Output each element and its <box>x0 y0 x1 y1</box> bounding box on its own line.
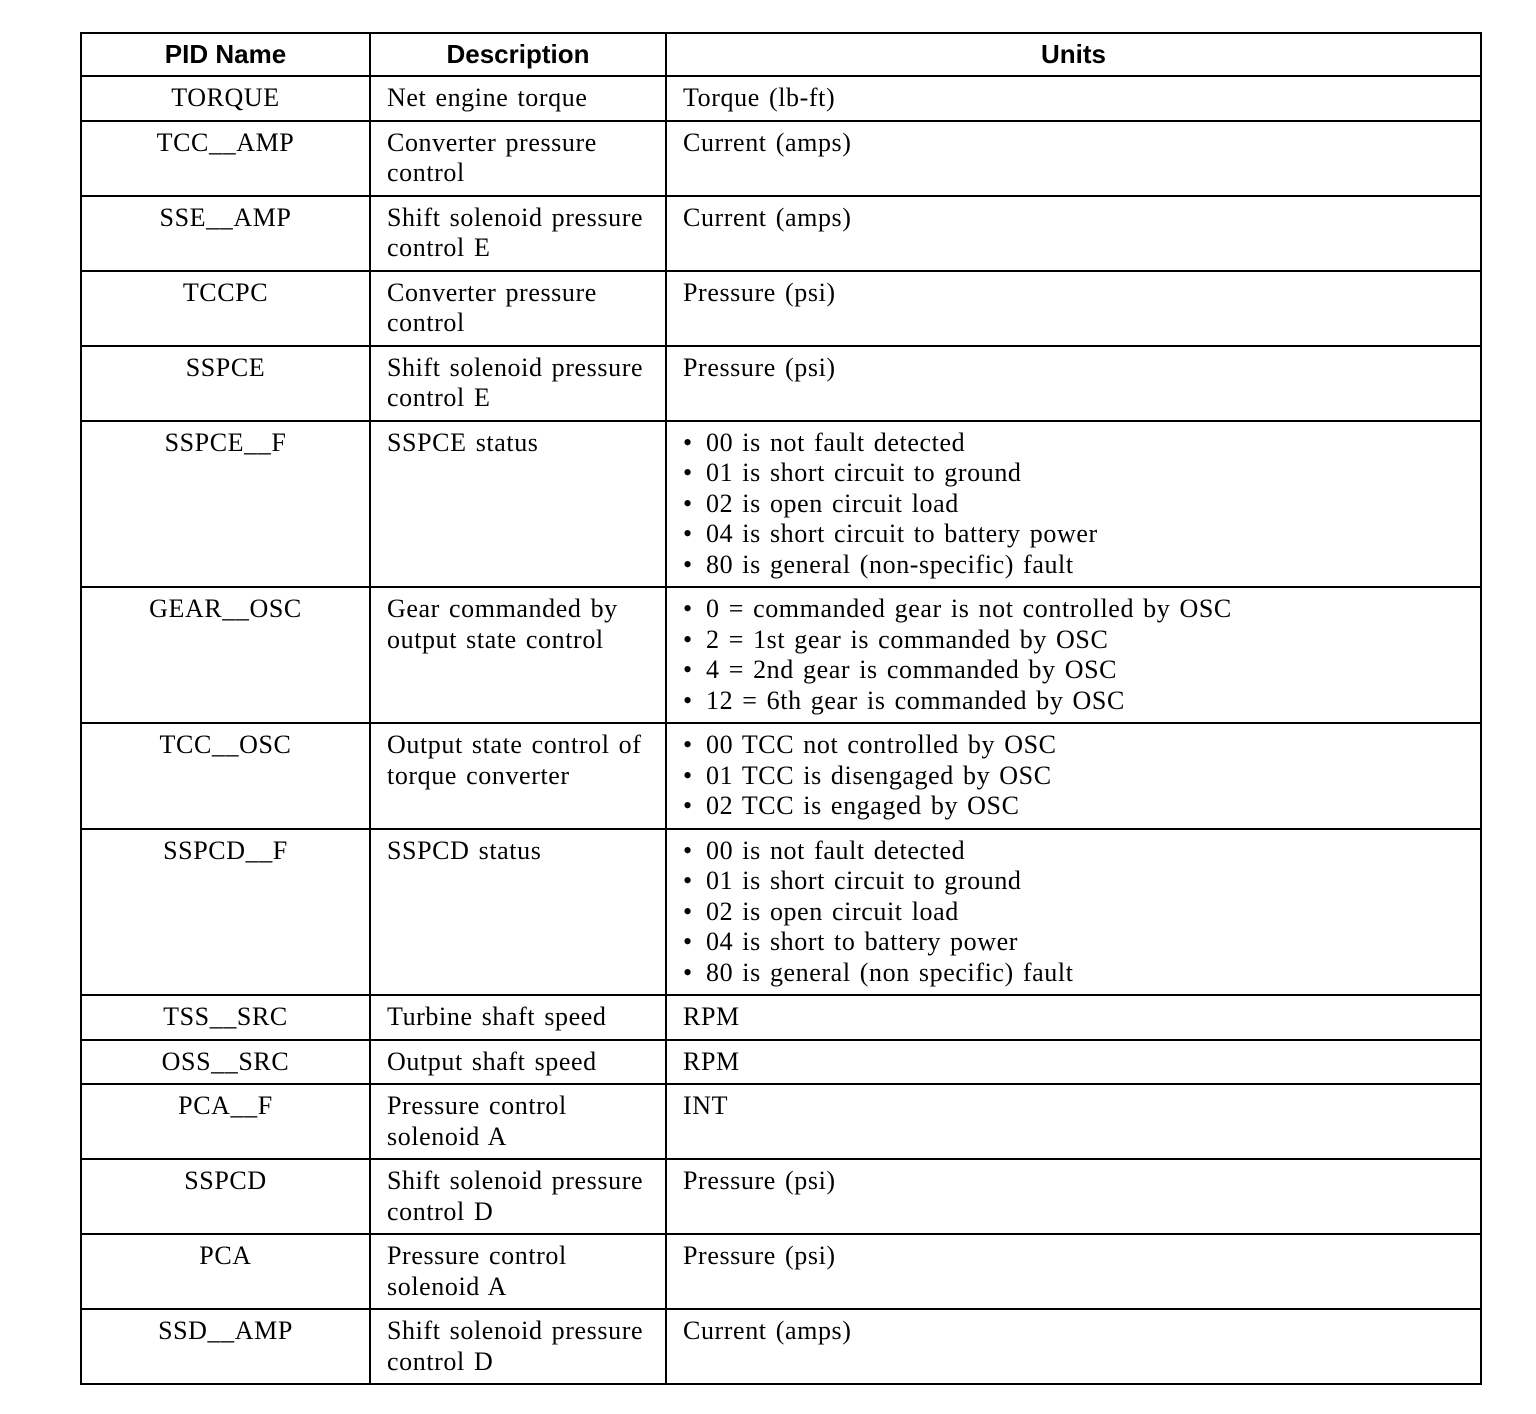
description-cell: Converter pressure control <box>370 271 666 346</box>
table-row <box>81 271 1481 346</box>
units-list-item: • 02 is open circuit load <box>683 489 1464 520</box>
units-list-item: • 0 = commanded gear is not controlled by OSC <box>683 594 1464 625</box>
units-text: Pressure (psi) <box>683 1241 836 1270</box>
table-row <box>81 587 1481 723</box>
table-row <box>81 1234 1481 1309</box>
units-text: Current (amps) <box>683 1316 852 1345</box>
units-list-item: • 04 is short circuit to battery power <box>683 519 1464 550</box>
table-row <box>81 196 1481 271</box>
description-cell: Shift solenoid pressure control D <box>370 1159 666 1234</box>
header-pid-name: PID Name <box>81 33 370 76</box>
units-text: Torque (lb-ft) <box>683 83 836 112</box>
units-list-item: • 01 is short circuit to ground <box>683 866 1464 897</box>
table-row <box>81 76 1481 121</box>
units-list <box>683 730 1464 822</box>
description-cell: Output state control of torque converter <box>370 723 666 829</box>
units-cell <box>666 829 1481 996</box>
units-list-item: • 00 is not fault detected <box>683 836 1464 867</box>
pid-name-cell: TCC__OSC <box>81 723 370 829</box>
units-list-item: • 02 TCC is engaged by OSC <box>683 791 1464 822</box>
description-cell: Pressure control solenoid A <box>370 1084 666 1159</box>
pid-name-cell: SSE__AMP <box>81 196 370 271</box>
table-row <box>81 1040 1481 1085</box>
pid-table <box>80 32 1482 1385</box>
description-cell: Output shaft speed <box>370 1040 666 1085</box>
units-text: INT <box>683 1091 729 1120</box>
units-list <box>683 836 1464 989</box>
pid-name-cell: TCC__AMP <box>81 121 370 196</box>
pid-name-cell: SSD__AMP <box>81 1309 370 1384</box>
pid-name-cell: PCA__F <box>81 1084 370 1159</box>
units-cell <box>666 723 1481 829</box>
units-list-item: • 01 is short circuit to ground <box>683 458 1464 489</box>
units-cell <box>666 995 1481 1040</box>
description-cell: Converter pressure control <box>370 121 666 196</box>
table-row <box>81 346 1481 421</box>
units-text: Pressure (psi) <box>683 277 836 307</box>
description-cell: Turbine shaft speed <box>370 995 666 1040</box>
units-cell <box>666 271 1481 346</box>
units-text: Pressure (psi) <box>683 1166 836 1195</box>
table-row <box>81 1159 1481 1234</box>
description-cell: Net engine torque <box>370 76 666 121</box>
table-row <box>81 1309 1481 1384</box>
header-row <box>81 33 1481 76</box>
units-cell <box>666 421 1481 588</box>
units-cell <box>666 1309 1481 1384</box>
description-cell: Pressure control solenoid A <box>370 1234 666 1309</box>
pid-name-cell: PCA <box>81 1234 370 1309</box>
units-text: Current (amps) <box>683 127 852 157</box>
units-cell <box>666 76 1481 121</box>
units-cell <box>666 121 1481 196</box>
units-list-item: • 2 = 1st gear is commanded by OSC <box>683 625 1464 656</box>
pid-name-cell: TCCPC <box>81 271 370 346</box>
units-list-item: • 80 is general (non specific) fault <box>683 958 1464 989</box>
units-cell <box>666 1040 1481 1085</box>
units-cell <box>666 1084 1481 1159</box>
units-list-item: • 12 = 6th gear is commanded by OSC <box>683 686 1464 717</box>
units-list-item: • 04 is short to battery power <box>683 927 1464 958</box>
pid-name-cell: SSPCE__F <box>81 421 370 588</box>
description-cell: Gear commanded by output state control <box>370 587 666 723</box>
pid-name-cell: TSS__SRC <box>81 995 370 1040</box>
units-text: Current (amps) <box>683 202 852 232</box>
units-list-item: • 00 is not fault detected <box>683 428 1464 459</box>
units-text: Pressure (psi) <box>683 352 836 382</box>
units-list-item: • 80 is general (non-specific) fault <box>683 550 1464 581</box>
table-body <box>81 76 1481 1384</box>
units-list-item: • 4 = 2nd gear is commanded by OSC <box>683 655 1464 686</box>
table-row <box>81 121 1481 196</box>
units-text: RPM <box>683 1046 740 1076</box>
units-list <box>683 594 1464 716</box>
units-cell <box>666 346 1481 421</box>
table-row <box>81 1084 1481 1159</box>
pid-name-cell: GEAR__OSC <box>81 587 370 723</box>
description-cell: SSPCE status <box>370 421 666 588</box>
units-text: RPM <box>683 1002 740 1031</box>
units-list-item: • 02 is open circuit load <box>683 897 1464 928</box>
header-description: Description <box>370 33 666 76</box>
units-list <box>683 428 1464 581</box>
pid-name-cell: SSPCE <box>81 346 370 421</box>
description-cell: Shift solenoid pressure control E <box>370 346 666 421</box>
table-row <box>81 829 1481 996</box>
table-row <box>81 995 1481 1040</box>
pid-name-cell: SSPCD__F <box>81 829 370 996</box>
description-cell: Shift solenoid pressure control D <box>370 1309 666 1384</box>
table-row <box>81 723 1481 829</box>
pid-name-cell: SSPCD <box>81 1159 370 1234</box>
header-units: Units <box>666 33 1481 76</box>
units-cell <box>666 1234 1481 1309</box>
description-cell: SSPCD status <box>370 829 666 996</box>
description-cell: Shift solenoid pressure control E <box>370 196 666 271</box>
table-row <box>81 421 1481 588</box>
units-cell <box>666 1159 1481 1234</box>
units-cell <box>666 196 1481 271</box>
units-list-item: • 00 TCC not controlled by OSC <box>683 730 1464 761</box>
pid-name-cell: TORQUE <box>81 76 370 121</box>
pid-name-cell: OSS__SRC <box>81 1040 370 1085</box>
units-list-item: • 01 TCC is disengaged by OSC <box>683 761 1464 792</box>
units-cell <box>666 587 1481 723</box>
